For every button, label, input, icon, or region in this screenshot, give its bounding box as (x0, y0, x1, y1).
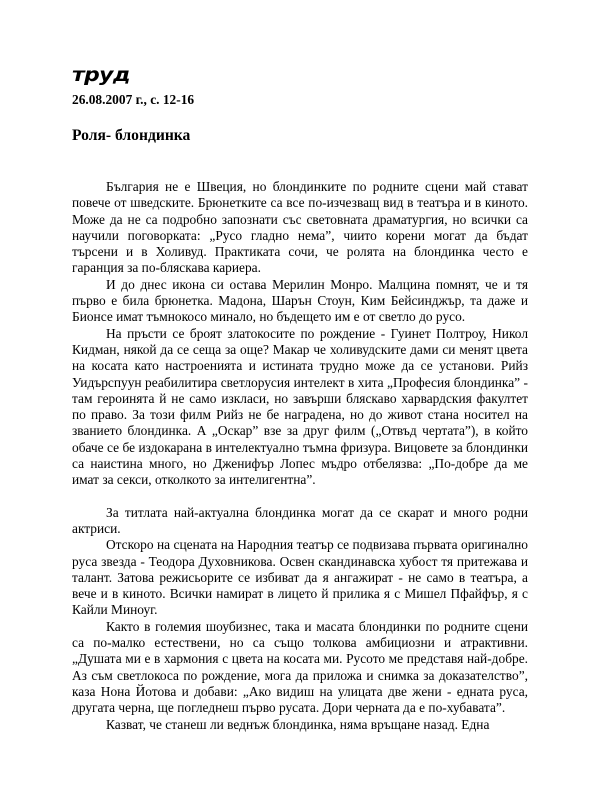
article-body (72, 179, 528, 733)
paragraph: България не е Швеция, но блондинките по родните сцени май стават повече от шведските. Брюнетките са все по-изчезващ вид в театъра и в киното. Може да не са подробно запознати със световната драматургия, но всички са научили поговорката: „Русо гладно нема”, чиито корени могат да бъдат търсени и в Холивуд. Практиката сочи, че ролята на блондинка често е гаранция за по-бляскава кариера. (72, 179, 528, 276)
paragraph: За титлата най-актуална блондинка могат да се скарат и много родни актриси. (72, 504, 528, 536)
document-page (72, 64, 528, 733)
article-title: Роля- блондинка (72, 127, 191, 144)
newspaper-logo: труд (72, 64, 130, 86)
paragraph: Както в големия шоубизнес, така и масата блондинки по родните сцени са по-малко естествени, но са също толкова амбициозни и атрактивни. „Душата ми е в хармония с цвета на косата ми. Русото ме представя най-добре. Аз съм светлокоса по рождение, мога да приложа и снимка за доказателство”, каза Нона Йотова и добави: „Ако видиш на улицата две жени - едната руса, другата черна, ще погледнеш първо русата. Дори черната да е по-хубавата”. (72, 618, 528, 716)
paragraph: Казват, че станеш ли веднъж блондинка, няма връщане назад. Една (106, 716, 490, 732)
paragraph: Отскоро на сцената на Народния театър се подвизава първата оригинално руса звезда - Теодора Духовникова. Освен скандинавска хубост тя притежава и талант. Затова режисьорите се избиват да я ангажират - не само в театъра, а вече и в киното. Всички намират в лицето й прилика я с Мишел Пфайфър, я с Кайли Миноуг. (72, 537, 528, 618)
paragraph: И до днес икона си остава Мерилин Монро. Малцина помнят, че и тя първо е била брюнетка. Мадона, Шарън Стоун, Ким Бейсинджър, та даже и Бионсе имат тъмнокосо минало, но бъдещето им е от светло до русо. (72, 276, 528, 325)
paragraph: На пръсти се броят златокосите по рождение - Гуинет Полтроу, Никол Кидман, някой да се сеща за още? Макар че холивудските дами си менят цвета на косата като настроенията и истината трудно може да се установи. Рийз Уидърспуун реабилитира светлорусия интелект в хита „Професия блондинка” - там героинята й не само изкласи, но завърши бляскаво харвардския факултет по право. За този филм Рийз не бе наградена, но до живот стана носител на званието блондинка. А „Оскар” взе за друг филм („Отвъд чертата”), в който обаче се бе издокарана в интелектуално тъмна фризура. Вицовете за блондинки са наистина много, но Дженифър Лопес мъдро отбелязва: „По-добре да ме имат за секси, отколкото за интелигентна”. (72, 325, 528, 488)
publication-date-pages: 26.08.2007 г., с. 12-16 (72, 92, 195, 107)
